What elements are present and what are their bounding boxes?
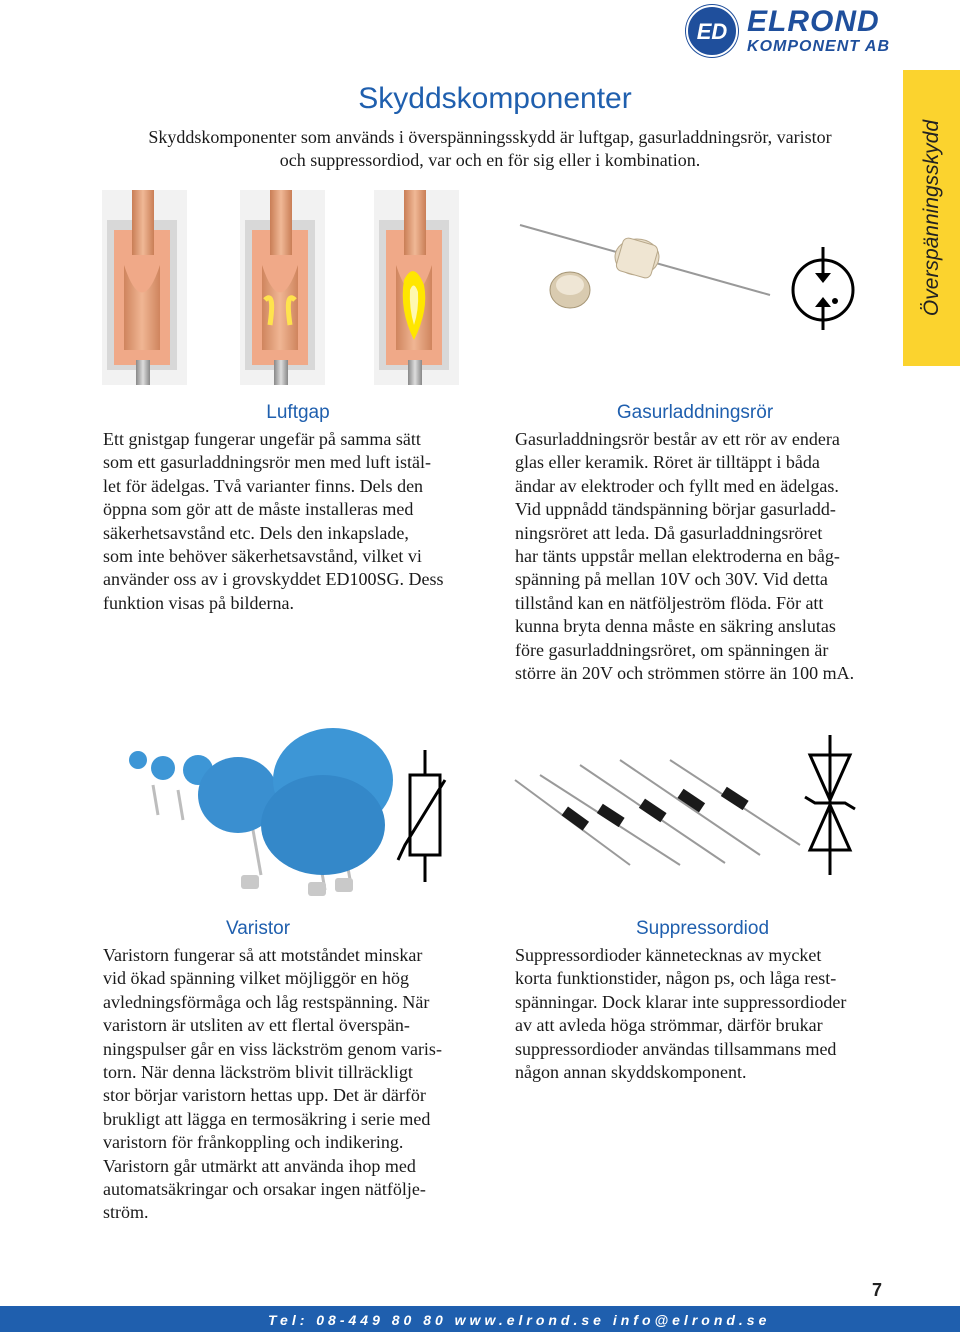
spark-gap-3 xyxy=(374,190,459,385)
gasurladdningsror-line: spänning på mellan 10V och 30V. Vid detta xyxy=(515,569,828,590)
luftgap-heading: Luftgap xyxy=(266,402,330,423)
varistor-line: ningspulser går en viss läckström genom varis- xyxy=(103,1038,442,1059)
gasurladdningsror-text xyxy=(515,428,895,685)
luftgap-line: funktion visas på bilderna. xyxy=(103,592,294,613)
page-number: 7 xyxy=(871,1280,882,1300)
varistor-line: avledningsförmåga och låg restspänning. När xyxy=(103,991,430,1012)
varistor-line: varistorn är utsliten av ett flertal överspän- xyxy=(103,1015,410,1036)
gasurladdningsror-line: glas eller keramik. Röret är tilltäppt i båda xyxy=(515,452,820,473)
luftgap-line: använder oss av i grovskyddet ED100SG. Dess xyxy=(103,569,444,590)
gasurladdningsror-line: Vid uppnådd tändspänning börjar gasurladd- xyxy=(515,499,836,520)
varistor-disc-2 xyxy=(151,756,175,780)
varistor-line: brukligt att lägga en termosäkring i serie med xyxy=(103,1108,431,1129)
varistor-heading: Varistor xyxy=(225,918,291,939)
footer-contact: Tel: 08-449 80 80 www.elrond.se info@elrond.se xyxy=(268,1312,771,1328)
luftgap-line: som ett gasurladdningsrör men med luft istäl- xyxy=(103,452,431,473)
side-tab-label: Överspänningsskydd xyxy=(919,119,943,317)
gasurladdningsror-line: tillstånd kan en nätföljeström flöda. För att xyxy=(515,592,824,613)
varistor-line: stor börjar varistorn hettas upp. Det är därför xyxy=(103,1085,426,1106)
spark-gap-1 xyxy=(102,190,187,385)
diode-3 xyxy=(639,799,667,823)
varistor-disc-1 xyxy=(129,751,147,769)
suppressordiod-heading: Suppressordiod xyxy=(635,918,770,939)
gas-tube-illustration xyxy=(515,215,870,330)
suppressor-diode-symbol-icon xyxy=(805,735,855,875)
varistor-symbol-icon xyxy=(398,750,445,882)
varistor-line: vid ökad spänning vilket möjliggör en hög xyxy=(103,968,409,989)
spark-gap-svg xyxy=(102,190,462,385)
gas-tube-svg xyxy=(515,215,870,330)
luftgap-line: let för ädelgas. Två varianter finns. Dels den xyxy=(103,475,424,496)
varistor-disc-6 xyxy=(261,775,385,875)
gasurladdningsror-line: större än 20V och strömmen större än 100 mA. xyxy=(515,663,855,684)
monogram-text: ED xyxy=(696,19,728,44)
suppressordiod-line: Suppressordioder kännetecknas av mycket xyxy=(515,945,822,965)
suppressordiod-line: någon annan skyddskomponent. xyxy=(515,1062,747,1083)
diode-2 xyxy=(597,804,625,827)
varistor-line: automatsäkringar och orsakar ingen nätfölje- xyxy=(103,1179,426,1200)
suppressor-diode-illustration xyxy=(510,735,880,875)
brand-name: ELROND xyxy=(747,5,880,38)
suppressordiod-text xyxy=(515,944,895,1084)
gasurladdningsror-line: ändar av elektroder och fyllt med en ädelgas. xyxy=(515,475,839,496)
gasurladdningsror-line: kunna bryta denna måste en säkring anslutas xyxy=(515,616,836,637)
elrond-monogram-icon xyxy=(685,4,739,58)
suppressordiod-line: av att avleda höga strömmar, därför brukar xyxy=(515,1015,823,1036)
gasurladdningsror-heading: Gasurladdningsrör xyxy=(616,402,774,423)
logo-text xyxy=(747,7,890,55)
intro-text: Skyddskomponenter som används i överspänningsskydd är luftgap, gasurladdningsrör, varistor och suppressordiod, var och en för sig eller i kombination. xyxy=(148,127,832,170)
varistor-line: Varistorn fungerar så att motståndet minskar xyxy=(103,945,423,965)
luftgap-line: som inte behöver säkerhetsavstånd, vilket vi xyxy=(103,546,422,567)
elrond-logo xyxy=(685,4,890,58)
varistor-svg xyxy=(103,720,463,900)
luftgap-line: Ett gnistgap fungerar ungefär på samma sätt xyxy=(103,429,421,449)
varistor-line: ström. xyxy=(103,1202,149,1223)
varistor-line: varistorn för frånkoppling och indikering. xyxy=(103,1132,404,1153)
spark-gap-2 xyxy=(240,190,325,385)
page-title: Skyddskomponenter xyxy=(358,82,632,115)
luftgap-text xyxy=(103,428,493,615)
varistor-line: Varistorn går utmärkt att använda ihop med xyxy=(103,1155,416,1176)
gasurladdningsror-line: ningsröret att leda. Då gasurladdningsröret xyxy=(515,522,823,543)
varistor-text xyxy=(103,944,493,1225)
gasurladdningsror-line: Gasurladdningsrör består av ett rör av endera xyxy=(515,429,840,449)
suppressordiod-line: spänningar. Dock klarar inte suppressordioder xyxy=(515,991,847,1012)
suppressordiod-line: suppressordioder användas tillsammans med xyxy=(515,1038,837,1059)
diode-5 xyxy=(721,787,749,810)
luftgap-line: säkerhetsavstånd etc. Dels den inkapslade, xyxy=(103,522,409,543)
gasurladdningsror-line: före gasurladdningsröret, om spänningen är xyxy=(515,639,829,660)
gas-tube-symbol-icon xyxy=(793,247,853,330)
suppressor-diode-svg xyxy=(510,735,880,875)
brand-sub: KOMPONENT AB xyxy=(747,38,890,55)
gasurladdningsror-line: har tänts uppstår mellan elektroderna en båg- xyxy=(515,546,840,567)
varistor-illustration xyxy=(103,720,463,900)
spark-gap-illustrations xyxy=(102,190,462,385)
luftgap-line: öppna som gör att de måste installeras med xyxy=(103,499,414,520)
varistor-line: torn. När denna läckström blivit tillräckligt xyxy=(103,1062,413,1083)
suppressordiod-line: korta funktionstider, någon ps, och låga rest- xyxy=(515,968,837,989)
